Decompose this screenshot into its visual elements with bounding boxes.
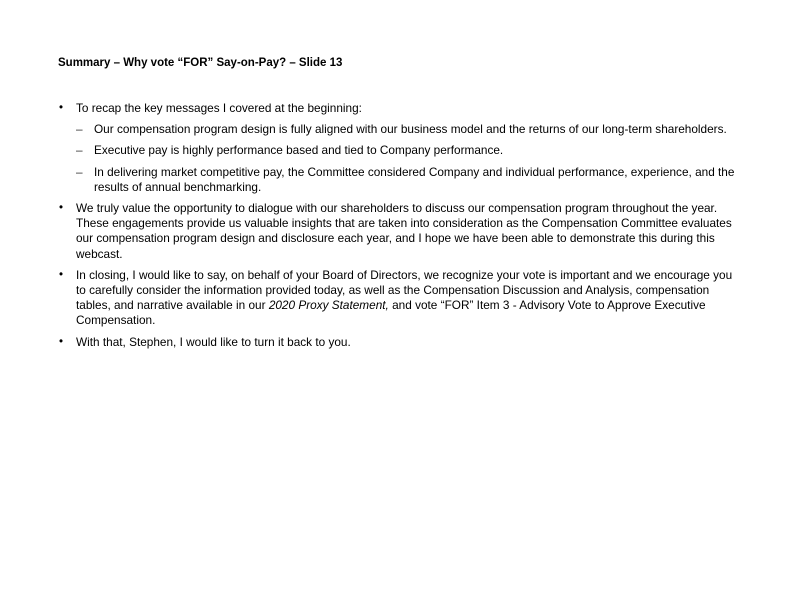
bullet-text: We truly value the opportunity to dialogue with our shareholders to discuss our compensation program throughout the year. These engagements provide us valuable insights that are taken into consideration as the Compensation Committee evaluates our compensation program design and disclosure each year, and I hope we have been able to demonstrate this during this webcast. [76,201,732,261]
bullet-icon: • [59,202,64,215]
sub-bullet-text: Executive pay is highly performance based and tied to Company performance. [94,143,504,158]
sub-bullet-text: Our compensation program design is fully aligned with our business model and the returns of our long-term shareholders. [94,122,727,137]
sub-bullet-item [76,143,742,158]
bullet-icon: • [59,268,64,281]
sub-bullet-list [76,122,742,195]
bullet-icon: • [59,335,64,348]
bullet-text [76,268,742,329]
bullet-list [58,101,742,356]
dash-icon: – [76,122,83,137]
bullet-text: To recap the key messages I covered at the beginning: [76,101,362,115]
bullet-item-handoff [58,335,742,350]
closing-text-start: In closing, I would like to say, on behalf of your Board of Directors, we recognize your vote is important and we encourage you to carefully consider the information provided today, as well as the Compensation Discussion and Analysis, compensation tables, and narrative available in our [76,267,733,313]
bullet-item-closing [58,268,742,329]
page-title: Summary – Why vote “FOR” Say-on-Pay? – Slide 13 [58,57,343,69]
proxy-statement-title: 2020 Proxy Statement, [268,298,389,313]
bullet-item-engagement [58,201,742,262]
sub-bullet-item [76,165,742,195]
closing-text-end: and vote “FOR” Item 3 - Advisory Vote to Approve Executive Compensation. [76,298,706,328]
dash-icon: – [76,164,83,179]
bullet-item-recap [58,101,742,195]
sub-bullet-item [76,122,742,137]
bullet-icon: • [59,102,64,114]
sub-bullet-text: In delivering market competitive pay, the Committee considered Company and individual performance, experience, and the results of annual benchmarking. [94,164,735,194]
dash-icon: – [76,143,83,158]
bullet-text: With that, Stephen, I would like to turn it back to you. [76,334,351,349]
